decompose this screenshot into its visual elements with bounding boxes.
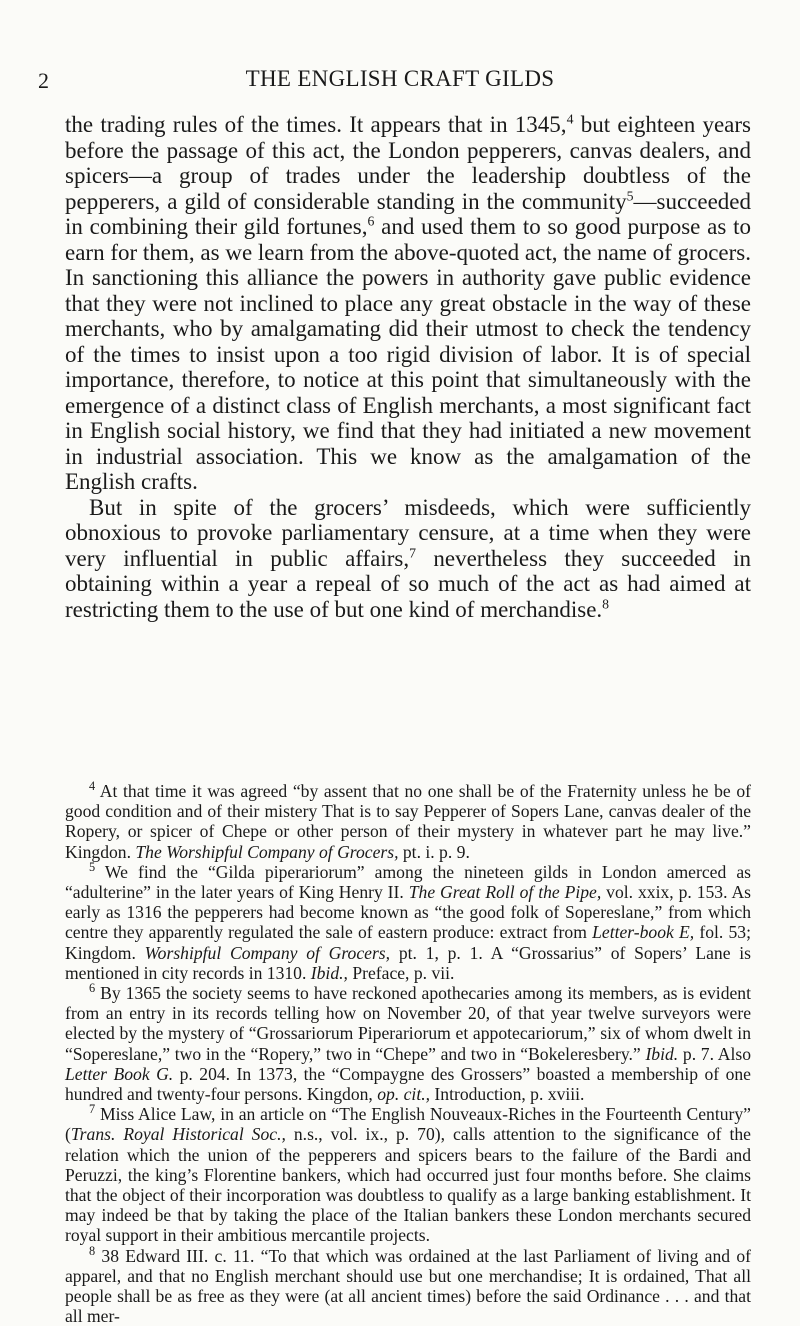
text-run: Introduction, p. xviii. — [430, 1084, 585, 1105]
text-run: nevertheless they succeeded in obtaining within a year a repeal of so much of the act as had aimed at restricting them to the use of but one kind of merchandise. — [65, 545, 751, 622]
footnote-8 — [65, 1243, 751, 1326]
citation-title: op. cit., — [377, 1084, 431, 1105]
text-run: vol. xxix, p. 153. As early as 1316 the pepperers had become known as “the good folk of Sopereslane,” from which centre they apparently regulated the sale of eastern produce: extract from — [65, 882, 751, 943]
footnote-6 — [65, 983, 751, 1104]
footnote-mark: 4 — [89, 779, 96, 794]
running-head: THE ENGLISH CRAFT GILDS — [245, 66, 555, 91]
page-number: 2 — [38, 68, 50, 93]
text-run: and used them to so good purpose as to earn for them, as we learn from the above-quoted act, the name of grocers. In sanctioning this alliance the powers in authority gave public evidence that they were not inclined to place any great obstacle in the way of these merchants, who by amalgamating did their utmost to check the tendency of the times to insist upon a too rigid division of labor. It is of special importance, therefore, to notice at this point that simultaneously with the emergence of a distinct class of English merchants, a most significant fact in English social history, we find that they had initiated a new movement in industrial association. This we know as the amalgamation of the English crafts. — [65, 214, 751, 494]
citation-title: Letter Book G. — [65, 1063, 174, 1084]
text-run: p. 7. Also — [678, 1043, 751, 1064]
citation-title: Worshipful Company of Grocers, — [144, 942, 391, 963]
footnote-ref-4: 4 — [566, 111, 574, 127]
footnote-mark: 6 — [89, 981, 96, 996]
footnote-ref-8: 8 — [602, 595, 610, 611]
paragraph-2 — [65, 495, 751, 623]
text-run: 38 Edward III. c. 11. “To that which was ordained at the last Parliament of living and of apparel, and that no English merchant should use but one merchandise; It is ordained, That all people shall be as free as they were (at all ancient times) before the said Ordinance . . . and that all mer- — [65, 1245, 751, 1326]
text-run: the trading rules of the times. It appears that in 1345, — [65, 112, 567, 137]
footnote-4 — [65, 781, 751, 862]
footnote-7 — [65, 1104, 751, 1245]
text-run: —succeeded in combining their gild fortunes, — [65, 188, 751, 239]
citation-title: Letter-book E, — [592, 922, 695, 943]
text-run: We find the “Gilda piperariorum” among the nineteen gilds in London amerced as “adulterine” in the later years of King Henry II. — [65, 861, 751, 903]
citation-title: Trans. Royal Historical Soc., — [70, 1124, 286, 1145]
text-run: pt. i. p. 9. — [398, 841, 470, 862]
text-run: Preface, p. vii. — [347, 962, 455, 983]
citation-title: The Worshipful Company of Grocers, — [135, 841, 399, 862]
footnote-ref-6: 6 — [367, 213, 375, 229]
footnote-5 — [65, 859, 752, 983]
footnote-mark: 8 — [89, 1243, 96, 1258]
citation-title: Ibid. — [645, 1043, 679, 1064]
text-run: At that time it was agreed “by assent that no one shall be of the Fraternity unless he be of good condition and of their mistery That is to say Pepperer of Sopers Lane, canvas dealer of the Ropery, or spicer of Chepe or other person of their mystery in whatever part he may live.” Kingdon. — [65, 781, 751, 862]
text-run: But in spite of the grocers’ misdeeds, which were sufficiently obnoxious to provoke parliamentary censure, at a time when they were very influential in public affairs, — [65, 494, 751, 571]
text-run: Miss Alice Law, in an article on “The English Nouveaux-Riches in the Fourteenth Century” ( — [65, 1104, 751, 1145]
text-run: p. 204. In 1373, the “Compaygne des Grossers” boasted a membership of one hundred and twenty-four persons. Kingdon, — [65, 1063, 751, 1105]
footnote-ref-7: 7 — [409, 544, 417, 560]
text-run: fol. 53; Kingdom. — [65, 922, 751, 963]
text-run: By 1365 the society seems to have reckoned apothecaries among its members, as is evident from an entry in its records telling how on November 20, of that year twelve surveyors were elected by the mystery of “Grossariorum Piperariorum et appotecariorum,” six of whom dwelt in “Sopereslane,” two in the “Ropery,” two in “Chepe” and two in “Bokeleresbery.” — [65, 983, 751, 1064]
citation-title: Ibid., — [310, 962, 348, 983]
footnote-mark: 7 — [89, 1102, 96, 1117]
footnotes — [65, 781, 751, 1326]
citation-title: The Great Roll of the Pipe, — [408, 882, 602, 903]
body-text — [65, 112, 751, 622]
text-run: but eighteen years before the passage of this act, the London pepperers, canvas dealers, and spicers—a group of trades under the leadership doubtless of the pepperers, a gild of considerable standing in the community — [65, 112, 751, 214]
text-run: n.s., vol. ix., p. 70), calls attention to the significance of the relation which the union of the pepperers and spicers bears to the failure of the Bardi and Peruzzi, the king’s Florentine bankers, which had occurred just four months before. She claims that the object of their incorporation was doubtless to qualify as a large banking establishment. It may indeed be that by taking the place of the Italian bankers these London merchants secured royal support in their ambitious mercantile projects. — [65, 1124, 751, 1246]
footnote-mark: 5 — [89, 859, 96, 874]
footnote-ref-5: 5 — [626, 187, 634, 203]
text-run: pt. 1, p. 1. A “Grossarius” of Sopers’ Lane is mentioned in city records in 1310. — [65, 942, 752, 983]
paragraph-1 — [65, 112, 751, 495]
